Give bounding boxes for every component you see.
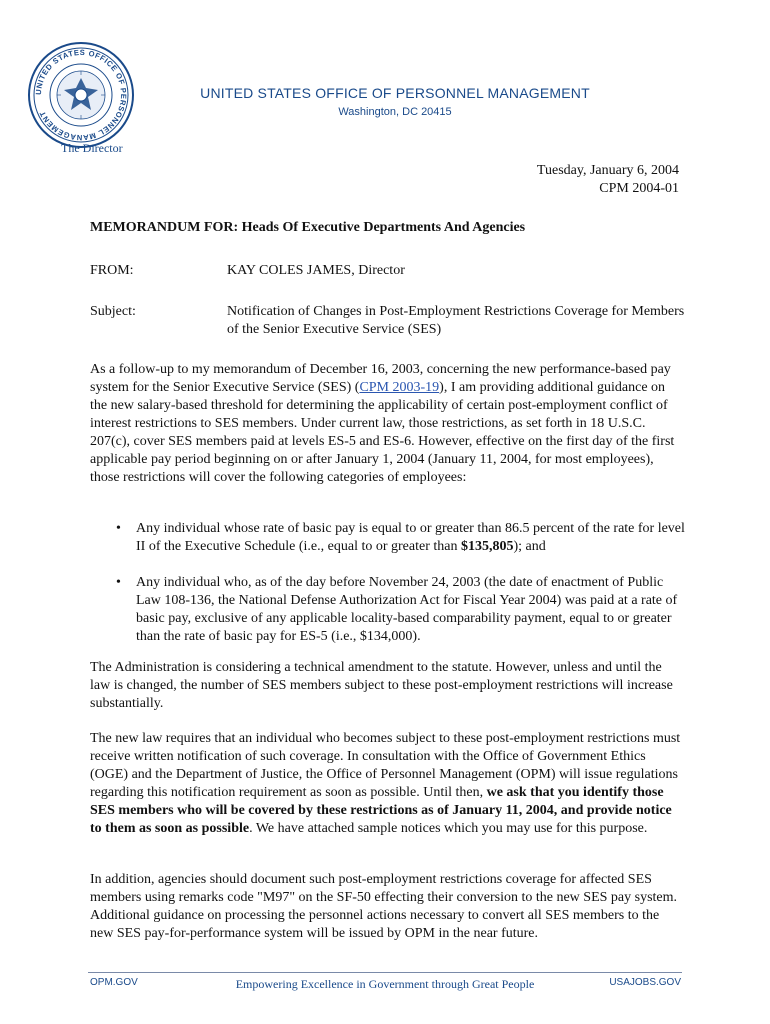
list-item (90, 520, 685, 556)
paragraph-4 (90, 871, 685, 943)
memorandum-for: MEMORANDUM FOR: Heads Of Executive Departments And Agencies (90, 220, 526, 235)
bullet-1-text-b: ); and (513, 539, 546, 554)
paragraph-2 (90, 659, 685, 713)
memo-cpm-number: CPM 2004-01 (599, 181, 679, 196)
seal-text: UNITED STATES OFFICE OF PERSONNEL MANAGEMENT (33, 47, 129, 143)
director-label: The Director (61, 141, 123, 155)
paragraph-2-text: The Administration is considering a technical amendment to the statute. However, unless and until the law is changed, the number of SES members subject to these post-employment restrictions will increase substantially. (90, 660, 673, 711)
bullet-2-text: Any individual who, as of the day before November 24, 2003 (the date of enactment of Public Law 108-136, the National Defense Authorization Act for Fiscal Year 2004) was paid at a rate of basic pay, exclusive of any applicable locality-based comparability payment, equal to or greater than the rate of basic pay for ES-5 (i.e., $134,000). (136, 575, 678, 644)
paragraph-4-text: In addition, agencies should document such post-employment restrictions coverage for affected SES members using remarks code "M97" on the SF-50 effecting their conversion to the new SES pay system. Additional guidance on processing the personnel actions necessary to convert all SES members to the new SES pay-for-performance system will be issued by OPM in the near future. (90, 872, 678, 941)
agency-name: UNITED STATES OFFICE OF PERSONNEL MANAGEMENT (200, 85, 590, 101)
footer-opm-link[interactable]: OPM.GOV (90, 977, 138, 988)
list-item (90, 574, 685, 646)
paragraph-3-emphasis: we ask that you identify those SES members who will be covered by these restrictions as of January 11, 2004, and provide notice to them as soon as possible (90, 785, 672, 836)
bullet-1-amount: $135,805 (460, 539, 514, 554)
subject-label: Subject: (90, 304, 136, 319)
opm-seal-icon (26, 40, 136, 150)
paragraph-3-text-a: The new law requires that an individual who becomes subject to these post-employment restrictions must receive written notification of such coverage. In consultation with the Office of Government Ethics (OGE) and the Department of Justice, the Office of Personnel Management (OPM) will issue regulations regarding this notification requirement as soon as possible. Until then, (90, 731, 681, 800)
paragraph-1 (90, 361, 685, 487)
from-label: FROM: (90, 263, 134, 278)
paragraph-1-text-b: ), I am providing additional guidance on the new salary-based threshold for determining the applicability of certain post-employment conflict of interest restrictions to SES members. Under current law, those restrictions, as set forth in 18 U.S.C. 207(c), cover SES members paid at levels ES-5 and ES-6. However, effective on the first day of the first applicable pay period beginning on or after January 1, 2004 (January 11, 2004, for most employees), those restrictions will cover the following categories of employees: (90, 380, 675, 485)
footer-tagline: Empowering Excellence in Government through Great People (235, 977, 535, 991)
bullet-list (90, 520, 685, 646)
subject-value: Notification of Changes in Post-Employment Restrictions Coverage for Members of the Senior Executive Service (SES) (227, 304, 685, 337)
footer-usajobs-link[interactable]: USAJOBS.GOV (609, 977, 681, 988)
from-value: KAY COLES JAMES, Director (227, 263, 405, 278)
date-block (537, 162, 679, 198)
bullet-icon: • (116, 575, 121, 590)
agency-address: Washington, DC 20415 (338, 106, 452, 118)
paragraph-1-text-a: As a follow-up to my memorandum of December 16, 2003, concerning the new performance-based pay system for the Senior Executive Service (SES) ( (90, 362, 671, 395)
memo-date: Tuesday, January 6, 2004 (536, 163, 679, 178)
paragraph-3-text-b: . We have attached sample notices which you may use for this purpose. (249, 821, 648, 836)
footer-divider (88, 972, 682, 973)
bullet-1-text-a: Any individual whose rate of basic pay is equal to or greater than 86.5 percent of the rate for level II of the Executive Schedule (i.e., equal to or greater than (136, 521, 685, 554)
cpm-2003-19-link[interactable]: CPM 2003-19 (359, 380, 440, 395)
bullet-icon: • (116, 521, 121, 536)
paragraph-3 (90, 730, 685, 838)
